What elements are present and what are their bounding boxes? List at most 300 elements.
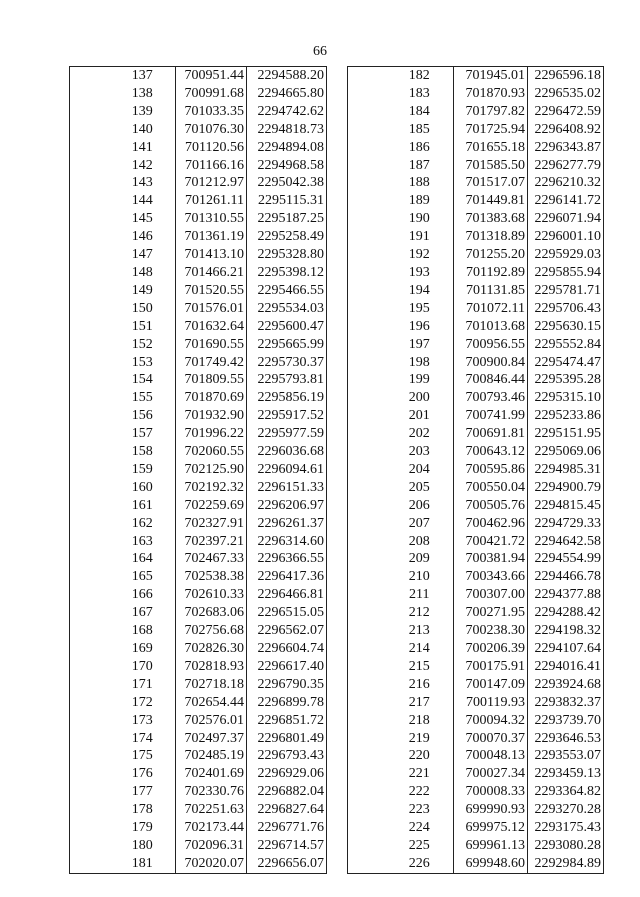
table-row: [348, 837, 604, 855]
x-coordinate-cell: 701520.55: [176, 282, 247, 300]
point-number-cell: 160: [131, 479, 153, 495]
point-number-cell: 204: [408, 461, 430, 477]
x-coordinate-cell: 699961.13: [454, 837, 528, 855]
y-coordinate-cell: 2294554.99: [528, 550, 604, 568]
x-coordinate-cell: 702497.37: [176, 730, 247, 748]
table-row: [70, 497, 327, 515]
y-coordinate-cell: 2293646.53: [528, 730, 604, 748]
point-number-cell: 203: [408, 444, 430, 460]
x-coordinate-cell: 702654.44: [176, 694, 247, 712]
point-number-cell: 173: [131, 712, 153, 728]
y-coordinate-cell: 2295929.03: [528, 246, 604, 264]
x-coordinate-cell: 702718.18: [176, 676, 247, 694]
table-row: [348, 246, 604, 264]
point-number-cell: 179: [131, 820, 153, 836]
x-coordinate-cell: 700175.91: [454, 658, 528, 676]
y-coordinate-cell: 2295398.12: [247, 264, 327, 282]
x-coordinate-cell: 701466.21: [176, 264, 247, 282]
table-row: [70, 443, 327, 461]
table-row: [70, 712, 327, 730]
y-coordinate-cell: 2296417.36: [247, 568, 327, 586]
point-number-cell: 195: [408, 300, 430, 316]
point-number-cell: 194: [408, 282, 430, 298]
point-number-cell: 198: [408, 354, 430, 370]
blank-cell: [70, 300, 110, 318]
y-coordinate-cell: 2296929.06: [247, 765, 327, 783]
point-number-cell: 168: [131, 623, 153, 639]
blank-cell: [70, 712, 110, 730]
y-coordinate-cell: 2295630.15: [528, 318, 604, 336]
table-row: [348, 855, 604, 873]
blank-cell: [348, 336, 386, 354]
blank-cell: [70, 139, 110, 157]
table-row: [348, 192, 604, 210]
point-number-cell: 196: [408, 318, 430, 334]
x-coordinate-cell: 702467.33: [176, 550, 247, 568]
point-number-cell: 212: [408, 605, 430, 621]
point-number-cell: 188: [408, 175, 430, 191]
blank-cell: [70, 210, 110, 228]
x-coordinate-cell: 700951.44: [176, 67, 247, 85]
y-coordinate-cell: 2293364.82: [528, 783, 604, 801]
point-number-cell: 180: [131, 837, 153, 853]
point-number-cell: 197: [408, 336, 430, 352]
point-number-cell: 172: [131, 694, 153, 710]
y-coordinate-cell: 2296827.64: [247, 801, 327, 819]
blank-cell: [70, 783, 110, 801]
y-coordinate-cell: 2295069.06: [528, 443, 604, 461]
table-row: [70, 837, 327, 855]
table-row: [348, 228, 604, 246]
point-number-cell: 161: [131, 497, 153, 513]
blank-cell: [70, 282, 110, 300]
point-number-cell: 140: [131, 121, 153, 137]
table-row: [70, 604, 327, 622]
blank-cell: [348, 210, 386, 228]
y-coordinate-cell: 2294985.31: [528, 461, 604, 479]
table-row: [348, 461, 604, 479]
table-row: [70, 461, 327, 479]
blank-cell: [70, 389, 110, 407]
y-coordinate-cell: 2296277.79: [528, 157, 604, 175]
y-coordinate-cell: 2296141.72: [528, 192, 604, 210]
y-coordinate-cell: 2295328.80: [247, 246, 327, 264]
y-coordinate-cell: 2296343.87: [528, 139, 604, 157]
table-row: [70, 515, 327, 533]
y-coordinate-cell: 2295151.95: [528, 425, 604, 443]
point-number-cell: 207: [408, 515, 430, 531]
blank-cell: [70, 765, 110, 783]
x-coordinate-cell: 701261.11: [176, 192, 247, 210]
y-coordinate-cell: 2296793.43: [247, 747, 327, 765]
x-coordinate-cell: 700343.66: [454, 568, 528, 586]
x-coordinate-cell: 702756.68: [176, 622, 247, 640]
y-coordinate-cell: 2294377.88: [528, 586, 604, 604]
x-coordinate-cell: 701076.30: [176, 121, 247, 139]
y-coordinate-cell: 2295706.43: [528, 300, 604, 318]
y-coordinate-cell: 2296466.81: [247, 586, 327, 604]
x-coordinate-cell: 700027.34: [454, 765, 528, 783]
point-number-cell: 154: [131, 372, 153, 388]
x-coordinate-cell: 702610.33: [176, 586, 247, 604]
blank-cell: [348, 407, 386, 425]
y-coordinate-cell: 2296899.78: [247, 694, 327, 712]
y-coordinate-cell: 2296036.68: [247, 443, 327, 461]
table-row: [70, 121, 327, 139]
table-row: [70, 747, 327, 765]
table-row: [70, 318, 327, 336]
y-coordinate-cell: 2296001.10: [528, 228, 604, 246]
table-row: [348, 479, 604, 497]
point-number-cell: 185: [408, 121, 430, 137]
table-row: [348, 730, 604, 748]
table-row: [348, 586, 604, 604]
x-coordinate-cell: 700094.32: [454, 712, 528, 730]
blank-cell: [348, 801, 386, 819]
point-number-cell: 210: [408, 569, 430, 585]
y-coordinate-cell: 2296535.02: [528, 85, 604, 103]
blank-cell: [70, 336, 110, 354]
point-number-cell: 159: [131, 461, 153, 477]
point-number-cell: 200: [408, 390, 430, 406]
x-coordinate-cell: 700691.81: [454, 425, 528, 443]
y-coordinate-cell: 2295856.19: [247, 389, 327, 407]
table-row: [348, 300, 604, 318]
y-coordinate-cell: 2296071.94: [528, 210, 604, 228]
y-coordinate-cell: 2296366.55: [247, 550, 327, 568]
x-coordinate-cell: 701809.55: [176, 371, 247, 389]
y-coordinate-cell: 2293553.07: [528, 747, 604, 765]
x-coordinate-cell: 702818.93: [176, 658, 247, 676]
y-coordinate-cell: 2296314.60: [247, 533, 327, 551]
y-coordinate-cell: 2296790.35: [247, 676, 327, 694]
blank-cell: [70, 640, 110, 658]
point-number-cell: 147: [131, 247, 153, 263]
x-coordinate-cell: 702020.07: [176, 855, 247, 873]
point-number-cell: 176: [131, 766, 153, 782]
table-row: [70, 533, 327, 551]
x-coordinate-cell: 701749.42: [176, 354, 247, 372]
blank-cell: [70, 318, 110, 336]
blank-cell: [70, 747, 110, 765]
table-row: [348, 694, 604, 712]
table-row: [70, 67, 327, 85]
table-row: [348, 604, 604, 622]
y-coordinate-cell: 2296604.74: [247, 640, 327, 658]
table-row: [70, 694, 327, 712]
x-coordinate-cell: 701131.85: [454, 282, 528, 300]
x-coordinate-cell: 700008.33: [454, 783, 528, 801]
y-coordinate-cell: 2296596.18: [528, 67, 604, 85]
table-row: [70, 801, 327, 819]
point-number-cell: 153: [131, 354, 153, 370]
x-coordinate-cell: 700070.37: [454, 730, 528, 748]
blank-cell: [70, 604, 110, 622]
x-coordinate-cell: 701517.07: [454, 174, 528, 192]
table-row: [70, 658, 327, 676]
blank-cell: [348, 300, 386, 318]
table-row: [70, 103, 327, 121]
blank-cell: [348, 550, 386, 568]
x-coordinate-cell: 700643.12: [454, 443, 528, 461]
x-coordinate-cell: 702538.38: [176, 568, 247, 586]
x-coordinate-cell: 702576.01: [176, 712, 247, 730]
blank-cell: [348, 103, 386, 121]
blank-cell: [348, 318, 386, 336]
table-row: [70, 174, 327, 192]
point-number-cell: 149: [131, 282, 153, 298]
table-row: [348, 568, 604, 586]
blank-cell: [348, 765, 386, 783]
x-coordinate-cell: 702192.32: [176, 479, 247, 497]
point-number-cell: 164: [131, 551, 153, 567]
table-row: [70, 425, 327, 443]
point-number-cell: 220: [408, 748, 430, 764]
coordinates-table-left: [69, 66, 327, 874]
y-coordinate-cell: 2294665.80: [247, 85, 327, 103]
blank-cell: [70, 550, 110, 568]
y-coordinate-cell: 2294729.33: [528, 515, 604, 533]
table-row: [70, 157, 327, 175]
x-coordinate-cell: 701576.01: [176, 300, 247, 318]
x-coordinate-cell: 700900.84: [454, 354, 528, 372]
blank-cell: [70, 515, 110, 533]
point-number-cell: 184: [408, 103, 430, 119]
y-coordinate-cell: 2296851.72: [247, 712, 327, 730]
table-row: [70, 264, 327, 282]
table-row: [348, 157, 604, 175]
point-number-cell: 222: [408, 784, 430, 800]
y-coordinate-cell: 2295781.71: [528, 282, 604, 300]
table-row: [70, 192, 327, 210]
table-row: [348, 819, 604, 837]
table-row: [70, 407, 327, 425]
x-coordinate-cell: 700595.86: [454, 461, 528, 479]
blank-cell: [70, 157, 110, 175]
table-row: [70, 640, 327, 658]
blank-cell: [348, 121, 386, 139]
y-coordinate-cell: 2294900.79: [528, 479, 604, 497]
y-coordinate-cell: 2296882.04: [247, 783, 327, 801]
x-coordinate-cell: 701870.69: [176, 389, 247, 407]
table-row: [348, 139, 604, 157]
blank-cell: [70, 85, 110, 103]
point-number-cell: 165: [131, 569, 153, 585]
blank-cell: [70, 801, 110, 819]
blank-cell: [70, 533, 110, 551]
y-coordinate-cell: 2296261.37: [247, 515, 327, 533]
blank-cell: [348, 354, 386, 372]
y-coordinate-cell: 2296210.32: [528, 174, 604, 192]
point-number-cell: 170: [131, 658, 153, 674]
x-coordinate-cell: 701655.18: [454, 139, 528, 157]
x-coordinate-cell: 701413.10: [176, 246, 247, 264]
x-coordinate-cell: 701945.01: [454, 67, 528, 85]
blank-cell: [70, 264, 110, 282]
y-coordinate-cell: 2295600.47: [247, 318, 327, 336]
table-row: [70, 568, 327, 586]
table-row: [348, 801, 604, 819]
blank-cell: [348, 139, 386, 157]
x-coordinate-cell: 702485.19: [176, 747, 247, 765]
point-number-cell: 217: [408, 694, 430, 710]
point-number-cell: 169: [131, 641, 153, 656]
y-coordinate-cell: 2295793.81: [247, 371, 327, 389]
y-coordinate-cell: 2295315.10: [528, 389, 604, 407]
blank-cell: [70, 479, 110, 497]
y-coordinate-cell: 2295395.28: [528, 371, 604, 389]
point-number-cell: 206: [408, 497, 430, 513]
y-coordinate-cell: 2293270.28: [528, 801, 604, 819]
table-row: [348, 371, 604, 389]
blank-cell: [70, 192, 110, 210]
blank-cell: [348, 515, 386, 533]
table-row: [70, 354, 327, 372]
y-coordinate-cell: 2295917.52: [247, 407, 327, 425]
point-number-cell: 191: [408, 229, 430, 245]
table-row: [70, 765, 327, 783]
y-coordinate-cell: 2295730.37: [247, 354, 327, 372]
y-coordinate-cell: 2295665.99: [247, 336, 327, 354]
table-row: [348, 765, 604, 783]
y-coordinate-cell: 2296472.59: [528, 103, 604, 121]
point-number-cell: 150: [131, 300, 153, 316]
blank-cell: [348, 264, 386, 282]
table-row: [348, 622, 604, 640]
x-coordinate-cell: 700505.76: [454, 497, 528, 515]
x-coordinate-cell: 701585.50: [454, 157, 528, 175]
blank-cell: [348, 712, 386, 730]
table-row: [348, 318, 604, 336]
y-coordinate-cell: 2294198.32: [528, 622, 604, 640]
y-coordinate-cell: 2295258.49: [247, 228, 327, 246]
y-coordinate-cell: 2296206.97: [247, 497, 327, 515]
table-row: [70, 389, 327, 407]
y-coordinate-cell: 2296714.57: [247, 837, 327, 855]
y-coordinate-cell: 2294288.42: [528, 604, 604, 622]
x-coordinate-cell: 700421.72: [454, 533, 528, 551]
table-row: [70, 300, 327, 318]
blank-cell: [348, 67, 386, 85]
x-coordinate-cell: 701725.94: [454, 121, 528, 139]
y-coordinate-cell: 2295233.86: [528, 407, 604, 425]
point-number-cell: 174: [131, 730, 153, 746]
point-number-cell: 138: [131, 85, 153, 101]
x-coordinate-cell: 701932.90: [176, 407, 247, 425]
x-coordinate-cell: 701996.22: [176, 425, 247, 443]
x-coordinate-cell: 700550.04: [454, 479, 528, 497]
table-row: [348, 67, 604, 85]
point-number-cell: 177: [131, 784, 153, 800]
blank-cell: [348, 371, 386, 389]
coordinates-table-right: [347, 66, 604, 874]
table-row: [348, 640, 604, 658]
point-number-cell: 143: [131, 175, 153, 191]
x-coordinate-cell: 701192.89: [454, 264, 528, 282]
y-coordinate-cell: 2296801.49: [247, 730, 327, 748]
y-coordinate-cell: 2294107.64: [528, 640, 604, 658]
blank-cell: [70, 586, 110, 604]
point-number-cell: 181: [110, 855, 176, 873]
table-row: [70, 336, 327, 354]
blank-cell: [348, 658, 386, 676]
table-row: [348, 85, 604, 103]
point-number-cell: 202: [408, 426, 430, 442]
blank-cell: [70, 425, 110, 443]
blank-cell: [70, 246, 110, 264]
table-row: [70, 550, 327, 568]
y-coordinate-cell: 2295042.38: [247, 174, 327, 192]
point-number-cell: 213: [408, 623, 430, 639]
y-coordinate-cell: 2295552.84: [528, 336, 604, 354]
blank-cell: [70, 371, 110, 389]
blank-cell: [348, 389, 386, 407]
blank-cell: [348, 425, 386, 443]
x-coordinate-cell: 699948.60: [454, 855, 528, 873]
blank-cell: [348, 568, 386, 586]
table-row: [70, 282, 327, 300]
point-number-cell: 214: [408, 641, 430, 656]
table-row: [70, 479, 327, 497]
x-coordinate-cell: 701870.93: [454, 85, 528, 103]
table-row: [348, 389, 604, 407]
x-coordinate-cell: 701033.35: [176, 103, 247, 121]
point-number-cell: 178: [131, 802, 153, 818]
y-coordinate-cell: 2295534.03: [247, 300, 327, 318]
blank-cell: [348, 461, 386, 479]
x-coordinate-cell: 700147.09: [454, 676, 528, 694]
point-number-cell: 189: [408, 193, 430, 209]
y-coordinate-cell: 2295466.55: [247, 282, 327, 300]
blank-cell: [348, 640, 386, 658]
table-row: [348, 497, 604, 515]
x-coordinate-cell: 701318.89: [454, 228, 528, 246]
blank-cell: [348, 730, 386, 748]
y-coordinate-cell: 2293080.28: [528, 837, 604, 855]
x-coordinate-cell: 700206.39: [454, 640, 528, 658]
x-coordinate-cell: 700119.93: [454, 694, 528, 712]
blank-cell: [70, 837, 110, 855]
table-row: [348, 658, 604, 676]
y-coordinate-cell: 2295187.25: [247, 210, 327, 228]
table-row: [70, 676, 327, 694]
point-number-cell: 162: [131, 515, 153, 531]
x-coordinate-cell: 701120.56: [176, 139, 247, 157]
point-number-cell: 163: [131, 533, 153, 549]
x-coordinate-cell: 701072.11: [454, 300, 528, 318]
blank-cell: [348, 497, 386, 515]
blank-cell: [348, 694, 386, 712]
table-row: [348, 515, 604, 533]
blank-cell: [70, 121, 110, 139]
table-row: [348, 712, 604, 730]
x-coordinate-cell: 700793.46: [454, 389, 528, 407]
y-coordinate-cell: 2294815.45: [528, 497, 604, 515]
x-coordinate-cell: 699975.12: [454, 819, 528, 837]
y-coordinate-cell: 2293832.37: [528, 694, 604, 712]
x-coordinate-cell: 700991.68: [176, 85, 247, 103]
y-coordinate-cell: 2293459.13: [528, 765, 604, 783]
x-coordinate-cell: 702397.21: [176, 533, 247, 551]
point-number-cell: 148: [131, 264, 153, 280]
table-row: [70, 371, 327, 389]
blank-cell: [70, 622, 110, 640]
table-row: [348, 407, 604, 425]
point-number-cell: 187: [408, 157, 430, 173]
x-coordinate-cell: 701632.64: [176, 318, 247, 336]
y-coordinate-cell: 2294588.20: [247, 67, 327, 85]
x-coordinate-cell: 702251.63: [176, 801, 247, 819]
